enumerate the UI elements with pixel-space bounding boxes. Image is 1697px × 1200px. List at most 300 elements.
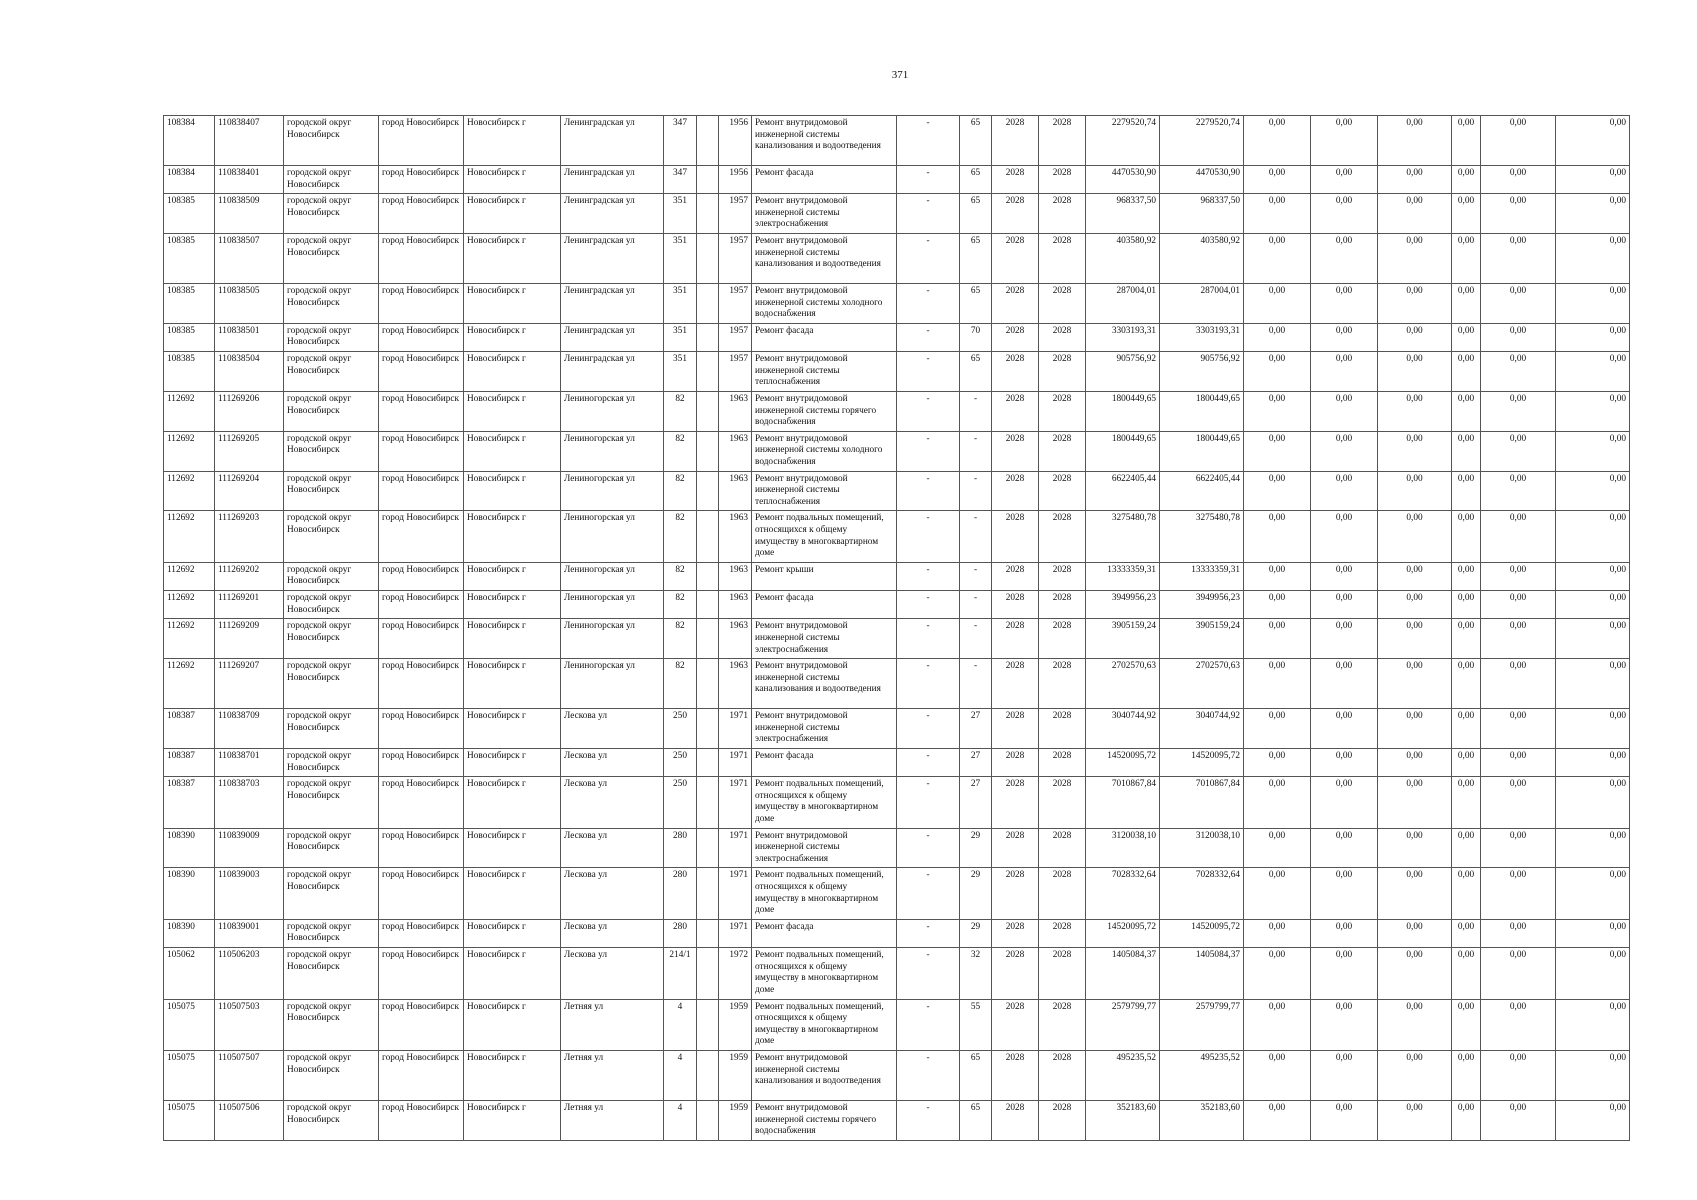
cell-extra	[697, 748, 719, 776]
cell-extra	[697, 999, 719, 1050]
cell-v5: 0,00	[1481, 591, 1556, 619]
cell-city: город Новосибирск	[379, 391, 464, 431]
cell-code: 110839001	[215, 919, 284, 947]
cell-y1: 2028	[992, 619, 1039, 659]
cell-code: 110838509	[215, 194, 284, 234]
cell-code: 111269204	[215, 471, 284, 511]
cell-locality: Новосибирск г	[464, 391, 561, 431]
cell-y1: 2028	[992, 166, 1039, 194]
cell-total: 2279520,74	[1160, 116, 1244, 166]
cell-v2: 0,00	[1311, 391, 1378, 431]
cell-locality: Новосибирск г	[464, 511, 561, 562]
cell-id: 112692	[164, 659, 215, 709]
cell-v5: 0,00	[1481, 166, 1556, 194]
cell-dash: -	[897, 284, 960, 324]
cell-v6: 0,00	[1556, 709, 1630, 749]
cell-v3: 0,00	[1378, 619, 1452, 659]
cell-v6: 0,00	[1556, 234, 1630, 284]
cell-house: 351	[664, 194, 697, 234]
cell-street: Лескова ул	[561, 777, 664, 828]
cell-street: Лескова ул	[561, 948, 664, 999]
cell-dash: -	[897, 828, 960, 868]
cell-extra	[697, 919, 719, 947]
table-row	[164, 562, 1630, 590]
cell-id: 112692	[164, 591, 215, 619]
cell-total: 3120038,10	[1160, 828, 1244, 868]
cell-cost: 1405084,37	[1086, 948, 1160, 999]
cell-y1: 2028	[992, 431, 1039, 471]
cell-street: Лениногорская ул	[561, 511, 664, 562]
cell-work: Ремонт внутридомовой инженерной системы холодного водоснабжения	[752, 284, 897, 324]
cell-y1: 2028	[992, 828, 1039, 868]
cell-v2: 0,00	[1311, 194, 1378, 234]
cell-city: город Новосибирск	[379, 619, 464, 659]
cell-locality: Новосибирск г	[464, 748, 561, 776]
cell-v1: 0,00	[1244, 948, 1311, 999]
cell-y1: 2028	[992, 284, 1039, 324]
cell-year: 1971	[719, 919, 752, 947]
cell-id: 105062	[164, 948, 215, 999]
cell-v6: 0,00	[1556, 391, 1630, 431]
cell-v2: 0,00	[1311, 828, 1378, 868]
cell-city: город Новосибирск	[379, 284, 464, 324]
cell-code: 110838501	[215, 323, 284, 351]
cell-extra	[697, 391, 719, 431]
cell-dash: -	[897, 777, 960, 828]
cell-v5: 0,00	[1481, 116, 1556, 166]
cell-code: 110838504	[215, 352, 284, 392]
table-row	[164, 1050, 1630, 1100]
cell-id: 108384	[164, 116, 215, 166]
cell-extra	[697, 591, 719, 619]
cell-v1: 0,00	[1244, 391, 1311, 431]
cell-v5: 0,00	[1481, 431, 1556, 471]
cell-id: 108384	[164, 166, 215, 194]
cell-v1: 0,00	[1244, 1050, 1311, 1100]
cell-code: 110838703	[215, 777, 284, 828]
cell-id: 105075	[164, 1050, 215, 1100]
cell-v1: 0,00	[1244, 471, 1311, 511]
cell-city: город Новосибирск	[379, 166, 464, 194]
cell-v2: 0,00	[1311, 619, 1378, 659]
cell-work: Ремонт фасада	[752, 323, 897, 351]
cell-id: 108385	[164, 284, 215, 324]
cell-cost: 3275480,78	[1086, 511, 1160, 562]
cell-year: 1956	[719, 116, 752, 166]
cell-total: 3303193,31	[1160, 323, 1244, 351]
cell-work: Ремонт внутридомовой инженерной системы электроснабжения	[752, 828, 897, 868]
cell-house: 4	[664, 1050, 697, 1100]
cell-street: Лескова ул	[561, 919, 664, 947]
cell-v4: 0,00	[1452, 999, 1481, 1050]
cell-v1: 0,00	[1244, 1100, 1311, 1140]
cell-cost: 3303193,31	[1086, 323, 1160, 351]
cell-total: 905756,92	[1160, 352, 1244, 392]
cell-total: 2579799,77	[1160, 999, 1244, 1050]
cell-id: 112692	[164, 562, 215, 590]
cell-v4: 0,00	[1452, 391, 1481, 431]
cell-v4: 0,00	[1452, 919, 1481, 947]
cell-house: 82	[664, 511, 697, 562]
cell-code: 110839003	[215, 868, 284, 919]
cell-v2: 0,00	[1311, 284, 1378, 324]
cell-cost: 4470530,90	[1086, 166, 1160, 194]
cell-dash: -	[897, 748, 960, 776]
cell-year: 1971	[719, 709, 752, 749]
cell-dash: -	[897, 999, 960, 1050]
cell-v1: 0,00	[1244, 431, 1311, 471]
cell-v1: 0,00	[1244, 562, 1311, 590]
cell-pct: 65	[960, 1100, 992, 1140]
cell-total: 3949956,23	[1160, 591, 1244, 619]
cell-house: 82	[664, 591, 697, 619]
cell-v1: 0,00	[1244, 919, 1311, 947]
cell-street: Ленинградская ул	[561, 284, 664, 324]
cell-street: Лениногорская ул	[561, 619, 664, 659]
cell-pct: 65	[960, 166, 992, 194]
cell-cost: 3120038,10	[1086, 828, 1160, 868]
cell-city: город Новосибирск	[379, 431, 464, 471]
cell-okrug: городской округ Новосибирск	[284, 919, 379, 947]
cell-v2: 0,00	[1311, 352, 1378, 392]
cell-house: 4	[664, 999, 697, 1050]
cell-v4: 0,00	[1452, 748, 1481, 776]
cell-y1: 2028	[992, 748, 1039, 776]
cell-y1: 2028	[992, 352, 1039, 392]
cell-y1: 2028	[992, 1100, 1039, 1140]
cell-city: город Новосибирск	[379, 352, 464, 392]
cell-work: Ремонт внутридомовой инженерной системы горячего водоснабжения	[752, 1100, 897, 1140]
cell-cost: 7028332,64	[1086, 868, 1160, 919]
cell-cost: 3905159,24	[1086, 619, 1160, 659]
cell-locality: Новосибирск г	[464, 1100, 561, 1140]
cell-v2: 0,00	[1311, 116, 1378, 166]
cell-pct: -	[960, 471, 992, 511]
cell-v6: 0,00	[1556, 828, 1630, 868]
cell-work: Ремонт подвальных помещений, относящихся к общему имуществу в многоквартирном доме	[752, 511, 897, 562]
cell-dash: -	[897, 619, 960, 659]
cell-extra	[697, 659, 719, 709]
cell-y1: 2028	[992, 323, 1039, 351]
cell-locality: Новосибирск г	[464, 828, 561, 868]
cell-city: город Новосибирск	[379, 116, 464, 166]
cell-work: Ремонт фасада	[752, 919, 897, 947]
cell-id: 108385	[164, 234, 215, 284]
cell-v5: 0,00	[1481, 562, 1556, 590]
cell-city: город Новосибирск	[379, 1100, 464, 1140]
table-row	[164, 116, 1630, 166]
cell-locality: Новосибирск г	[464, 999, 561, 1050]
cell-city: город Новосибирск	[379, 999, 464, 1050]
cell-dash: -	[897, 352, 960, 392]
cell-pct: 65	[960, 352, 992, 392]
cell-y2: 2028	[1039, 948, 1086, 999]
cell-v1: 0,00	[1244, 323, 1311, 351]
cell-work: Ремонт подвальных помещений, относящихся к общему имуществу в многоквартирном доме	[752, 868, 897, 919]
table-row	[164, 748, 1630, 776]
cell-v5: 0,00	[1481, 919, 1556, 947]
cell-code: 110838505	[215, 284, 284, 324]
cell-work: Ремонт внутридомовой инженерной системы канализования и водоотведения	[752, 1050, 897, 1100]
cell-year: 1956	[719, 166, 752, 194]
cell-extra	[697, 1050, 719, 1100]
cell-pct: -	[960, 511, 992, 562]
cell-v5: 0,00	[1481, 999, 1556, 1050]
cell-v2: 0,00	[1311, 1100, 1378, 1140]
cell-okrug: городской округ Новосибирск	[284, 1050, 379, 1100]
cell-pct: -	[960, 562, 992, 590]
cell-v4: 0,00	[1452, 828, 1481, 868]
cell-street: Летняя ул	[561, 1050, 664, 1100]
cell-house: 347	[664, 116, 697, 166]
cell-pct: -	[960, 431, 992, 471]
cell-v3: 0,00	[1378, 828, 1452, 868]
cell-locality: Новосибирск г	[464, 194, 561, 234]
cell-v2: 0,00	[1311, 868, 1378, 919]
cell-dash: -	[897, 234, 960, 284]
cell-locality: Новосибирск г	[464, 948, 561, 999]
cell-house: 351	[664, 234, 697, 284]
cell-work: Ремонт внутридомовой инженерной системы холодного водоснабжения	[752, 431, 897, 471]
cell-dash: -	[897, 659, 960, 709]
cell-year: 1957	[719, 352, 752, 392]
cell-city: город Новосибирск	[379, 234, 464, 284]
cell-v6: 0,00	[1556, 471, 1630, 511]
cell-id: 108390	[164, 868, 215, 919]
cell-dash: -	[897, 1100, 960, 1140]
cell-pct: 65	[960, 194, 992, 234]
cell-v6: 0,00	[1556, 116, 1630, 166]
cell-locality: Новосибирск г	[464, 619, 561, 659]
cell-v1: 0,00	[1244, 194, 1311, 234]
cell-okrug: городской округ Новосибирск	[284, 868, 379, 919]
cell-v6: 0,00	[1556, 868, 1630, 919]
cell-y2: 2028	[1039, 1100, 1086, 1140]
cell-y1: 2028	[992, 562, 1039, 590]
cell-dash: -	[897, 391, 960, 431]
cell-year: 1963	[719, 391, 752, 431]
cell-v6: 0,00	[1556, 999, 1630, 1050]
cell-v4: 0,00	[1452, 868, 1481, 919]
cell-code: 110507507	[215, 1050, 284, 1100]
cell-v6: 0,00	[1556, 748, 1630, 776]
cell-street: Ленинградская ул	[561, 194, 664, 234]
cell-house: 214/1	[664, 948, 697, 999]
cell-house: 347	[664, 166, 697, 194]
cell-v2: 0,00	[1311, 431, 1378, 471]
cell-code: 110838401	[215, 166, 284, 194]
cell-locality: Новосибирск г	[464, 1050, 561, 1100]
cell-extra	[697, 471, 719, 511]
cell-year: 1957	[719, 323, 752, 351]
cell-code: 110839009	[215, 828, 284, 868]
cell-y2: 2028	[1039, 619, 1086, 659]
cell-code: 111269209	[215, 619, 284, 659]
cell-dash: -	[897, 919, 960, 947]
cell-code: 110838407	[215, 116, 284, 166]
cell-v3: 0,00	[1378, 116, 1452, 166]
table-row	[164, 999, 1630, 1050]
cell-street: Лениногорская ул	[561, 471, 664, 511]
cell-v3: 0,00	[1378, 431, 1452, 471]
cell-okrug: городской округ Новосибирск	[284, 709, 379, 749]
cell-locality: Новосибирск г	[464, 166, 561, 194]
cell-total: 1405084,37	[1160, 948, 1244, 999]
cell-id: 105075	[164, 1100, 215, 1140]
cell-y2: 2028	[1039, 194, 1086, 234]
table-row	[164, 391, 1630, 431]
cell-total: 495235,52	[1160, 1050, 1244, 1100]
cell-id: 112692	[164, 471, 215, 511]
cell-v4: 0,00	[1452, 234, 1481, 284]
cell-extra	[697, 166, 719, 194]
cell-street: Ленинградская ул	[561, 323, 664, 351]
cell-street: Лескова ул	[561, 748, 664, 776]
cell-city: город Новосибирск	[379, 194, 464, 234]
cell-extra	[697, 352, 719, 392]
cell-v4: 0,00	[1452, 194, 1481, 234]
cell-work: Ремонт внутридомовой инженерной системы канализования и водоотведения	[752, 659, 897, 709]
cell-work: Ремонт подвальных помещений, относящихся к общему имуществу в многоквартирном доме	[752, 777, 897, 828]
cell-total: 3040744,92	[1160, 709, 1244, 749]
cell-v3: 0,00	[1378, 659, 1452, 709]
cell-year: 1957	[719, 234, 752, 284]
cell-year: 1957	[719, 284, 752, 324]
cell-street: Лескова ул	[561, 828, 664, 868]
cell-work: Ремонт фасада	[752, 166, 897, 194]
cell-y1: 2028	[992, 777, 1039, 828]
cell-extra	[697, 868, 719, 919]
cell-v2: 0,00	[1311, 511, 1378, 562]
cell-code: 110838507	[215, 234, 284, 284]
cell-dash: -	[897, 709, 960, 749]
cell-house: 250	[664, 777, 697, 828]
cell-cost: 3040744,92	[1086, 709, 1160, 749]
cell-v5: 0,00	[1481, 748, 1556, 776]
cell-work: Ремонт внутридомовой инженерной системы канализования и водоотведения	[752, 116, 897, 166]
cell-v6: 0,00	[1556, 194, 1630, 234]
cell-dash: -	[897, 471, 960, 511]
cell-v1: 0,00	[1244, 591, 1311, 619]
cell-total: 7010867,84	[1160, 777, 1244, 828]
cell-v5: 0,00	[1481, 511, 1556, 562]
cell-pct: -	[960, 619, 992, 659]
cell-v6: 0,00	[1556, 284, 1630, 324]
cell-v2: 0,00	[1311, 999, 1378, 1050]
cell-locality: Новосибирск г	[464, 659, 561, 709]
cell-v5: 0,00	[1481, 194, 1556, 234]
cell-v4: 0,00	[1452, 116, 1481, 166]
cell-y2: 2028	[1039, 166, 1086, 194]
cell-id: 108385	[164, 323, 215, 351]
cell-total: 403580,92	[1160, 234, 1244, 284]
table-row	[164, 868, 1630, 919]
cell-v4: 0,00	[1452, 562, 1481, 590]
cell-v2: 0,00	[1311, 471, 1378, 511]
cell-street: Летняя ул	[561, 999, 664, 1050]
cell-y2: 2028	[1039, 431, 1086, 471]
cell-cost: 14520095,72	[1086, 919, 1160, 947]
cell-v1: 0,00	[1244, 868, 1311, 919]
cell-locality: Новосибирск г	[464, 868, 561, 919]
cell-v5: 0,00	[1481, 948, 1556, 999]
cell-okrug: городской округ Новосибирск	[284, 659, 379, 709]
cell-okrug: городской округ Новосибирск	[284, 562, 379, 590]
cell-v4: 0,00	[1452, 166, 1481, 194]
cell-v3: 0,00	[1378, 323, 1452, 351]
cell-v6: 0,00	[1556, 619, 1630, 659]
table-row	[164, 323, 1630, 351]
cell-v1: 0,00	[1244, 619, 1311, 659]
cell-v3: 0,00	[1378, 194, 1452, 234]
table-row	[164, 919, 1630, 947]
cell-y2: 2028	[1039, 777, 1086, 828]
cell-v5: 0,00	[1481, 1050, 1556, 1100]
cell-v1: 0,00	[1244, 748, 1311, 776]
cell-v1: 0,00	[1244, 999, 1311, 1050]
cell-okrug: городской округ Новосибирск	[284, 431, 379, 471]
cell-v3: 0,00	[1378, 709, 1452, 749]
cell-street: Лениногорская ул	[561, 591, 664, 619]
cell-code: 110838701	[215, 748, 284, 776]
cell-v2: 0,00	[1311, 166, 1378, 194]
cell-y2: 2028	[1039, 748, 1086, 776]
cell-total: 1800449,65	[1160, 391, 1244, 431]
table-row	[164, 659, 1630, 709]
cell-okrug: городской округ Новосибирск	[284, 948, 379, 999]
cell-locality: Новосибирск г	[464, 284, 561, 324]
cell-id: 108390	[164, 828, 215, 868]
cell-house: 4	[664, 1100, 697, 1140]
cell-extra	[697, 619, 719, 659]
cell-y2: 2028	[1039, 591, 1086, 619]
cell-dash: -	[897, 562, 960, 590]
cell-locality: Новосибирск г	[464, 777, 561, 828]
cell-v4: 0,00	[1452, 709, 1481, 749]
cell-locality: Новосибирск г	[464, 352, 561, 392]
cell-cost: 3949956,23	[1086, 591, 1160, 619]
cell-y1: 2028	[992, 919, 1039, 947]
cell-id: 112692	[164, 431, 215, 471]
cell-y2: 2028	[1039, 709, 1086, 749]
cell-year: 1963	[719, 431, 752, 471]
cell-street: Лениногорская ул	[561, 391, 664, 431]
cell-id: 112692	[164, 391, 215, 431]
cell-city: город Новосибирск	[379, 919, 464, 947]
cell-v3: 0,00	[1378, 777, 1452, 828]
cell-year: 1963	[719, 591, 752, 619]
cell-pct: 65	[960, 1050, 992, 1100]
cell-year: 1959	[719, 1100, 752, 1140]
cell-house: 280	[664, 868, 697, 919]
cell-city: город Новосибирск	[379, 323, 464, 351]
cell-v4: 0,00	[1452, 511, 1481, 562]
cell-v1: 0,00	[1244, 828, 1311, 868]
cell-cost: 352183,60	[1086, 1100, 1160, 1140]
cell-y2: 2028	[1039, 352, 1086, 392]
cell-city: город Новосибирск	[379, 471, 464, 511]
cell-cost: 2579799,77	[1086, 999, 1160, 1050]
cell-dash: -	[897, 591, 960, 619]
cell-okrug: городской округ Новосибирск	[284, 284, 379, 324]
table-row	[164, 948, 1630, 999]
cell-okrug: городской округ Новосибирск	[284, 619, 379, 659]
cell-year: 1957	[719, 194, 752, 234]
cell-total: 13333359,31	[1160, 562, 1244, 590]
cell-id: 108387	[164, 777, 215, 828]
cell-okrug: городской округ Новосибирск	[284, 999, 379, 1050]
cell-house: 82	[664, 431, 697, 471]
